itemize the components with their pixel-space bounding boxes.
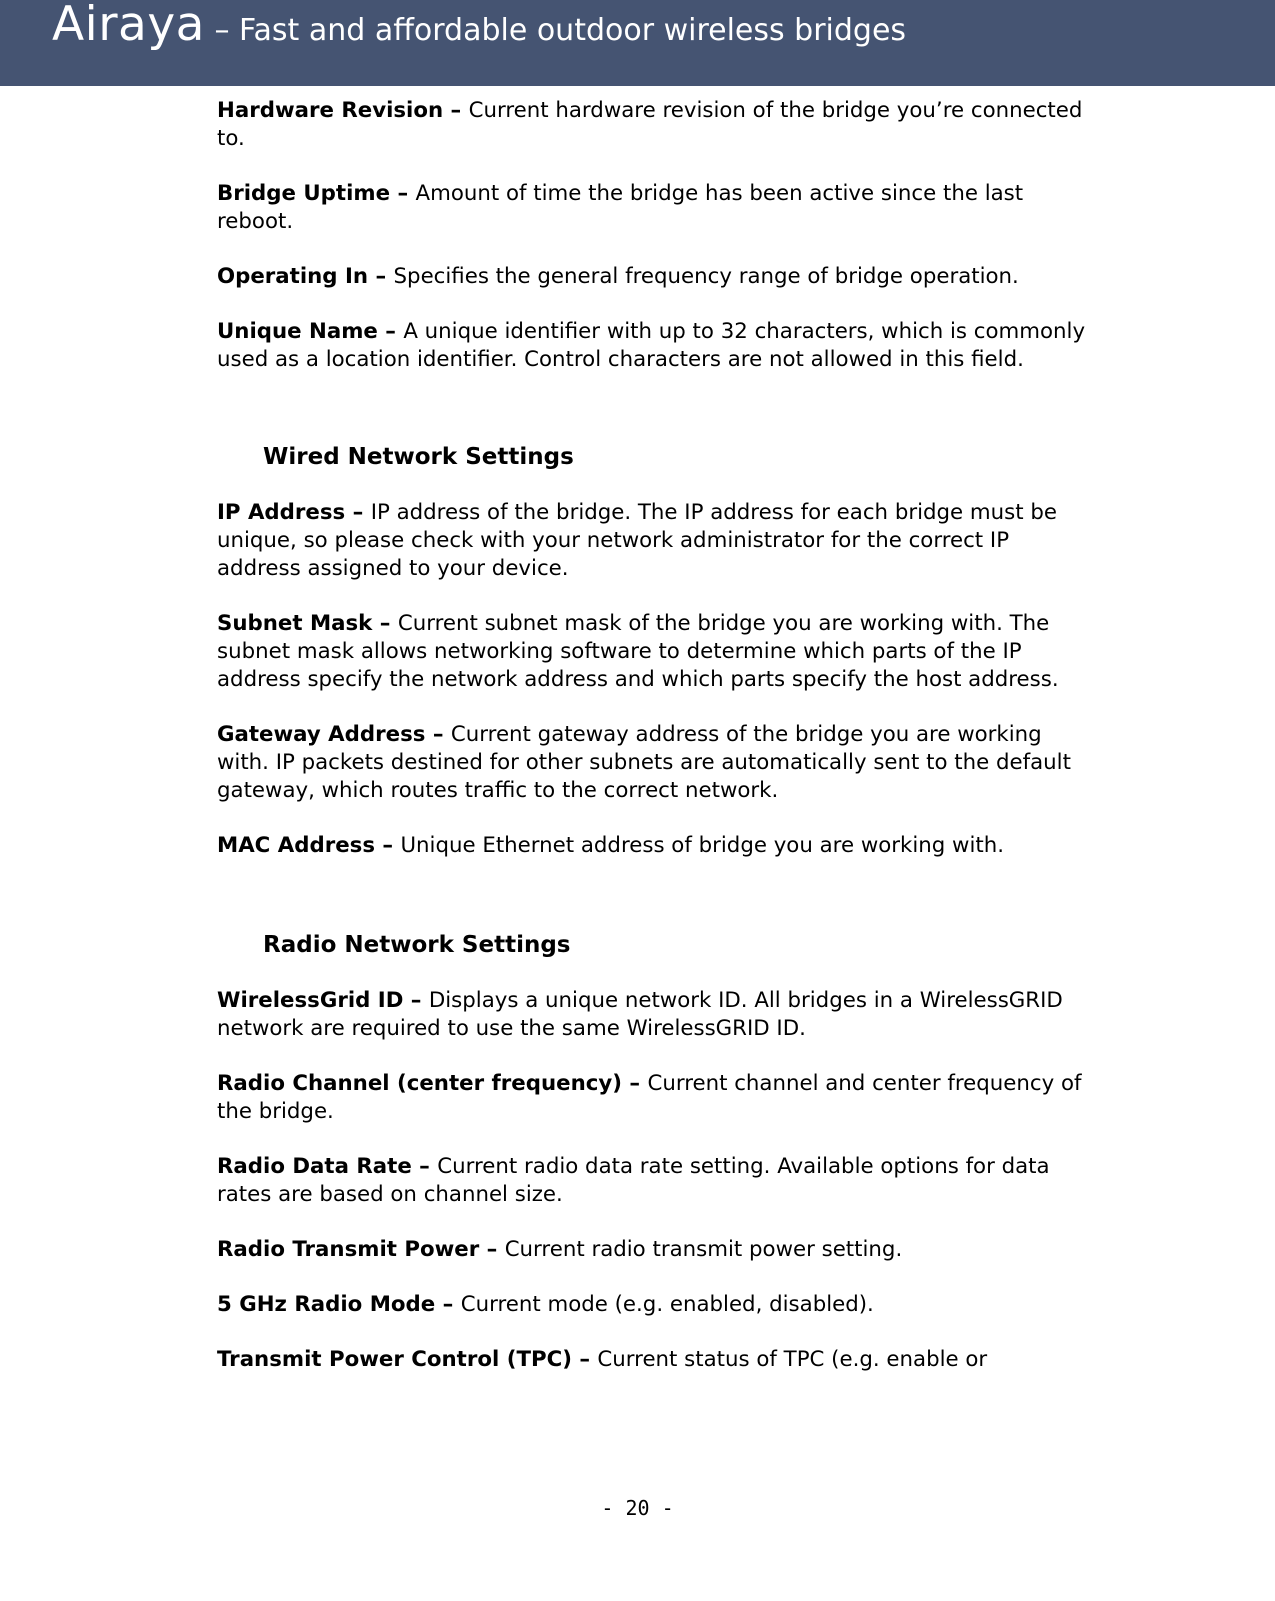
term: MAC Address – (217, 833, 401, 858)
definition-gateway-address (217, 721, 1097, 805)
description: Amount of time the bridge has been active since the last reboot. (217, 181, 1024, 234)
definition-mac-address (217, 832, 1097, 860)
term: WirelessGrid ID – (217, 988, 429, 1013)
header-tagline: – Fast and affordable outdoor wireless bridges (204, 13, 907, 48)
description: IP address of the bridge. The IP address for each bridge must be unique, so please check with your network administrator for the correct IP address assigned to your device. (217, 500, 1057, 581)
term: Hardware Revision – (217, 98, 469, 123)
description: Displays a unique network ID. All bridges in a WirelessGRID network are required to use the same WirelessGRID ID. (217, 988, 1063, 1041)
header-title (52, 0, 906, 50)
description: Current hardware revision of the bridge you’re connected to. (217, 98, 1083, 151)
definition-radio-transmit-power (217, 1236, 1097, 1264)
definition-bridge-uptime (217, 180, 1097, 236)
document-body (217, 97, 1097, 1401)
term: Unique Name – (217, 319, 404, 344)
definition-5ghz-radio-mode (217, 1291, 1097, 1319)
description: A unique identifier with up to 32 characters, which is commonly used as a location identifier. Control characters are not allowed in this field. (217, 319, 1086, 372)
description: Current channel and center frequency of the bridge. (217, 1071, 1082, 1124)
definition-unique-name (217, 318, 1097, 374)
description: Current radio transmit power setting. (504, 1237, 903, 1262)
term: 5 GHz Radio Mode – (217, 1292, 461, 1317)
term: Radio Transmit Power – (217, 1237, 505, 1262)
definition-hardware-revision (217, 97, 1097, 153)
definition-ip-address (217, 499, 1097, 583)
brand-name: Airaya (52, 0, 205, 52)
section-heading-radio: Radio Network Settings (263, 932, 571, 958)
term: Gateway Address – (217, 722, 451, 747)
page-header (0, 0, 1275, 86)
definition-subnet-mask (217, 610, 1097, 694)
definition-transmit-power-control (217, 1346, 1097, 1374)
definition-radio-channel (217, 1070, 1097, 1126)
description: Current subnet mask of the bridge you are working with. The subnet mask allows networking software to determine which parts of the IP address specify the network address and which parts specify the host address. (217, 611, 1059, 692)
term: Radio Channel (center frequency) – (217, 1071, 648, 1096)
page-number: - 20 - (601, 1496, 674, 1520)
definition-operating-in (217, 263, 1097, 291)
term: Operating In – (217, 264, 394, 289)
term: Transmit Power Control (TPC) – (217, 1347, 598, 1372)
definition-wirelessgrid-id (217, 987, 1097, 1043)
description: Current radio data rate setting. Available options for data rates are based on channel size. (217, 1154, 1050, 1207)
definition-radio-data-rate (217, 1153, 1097, 1209)
description: Unique Ethernet address of bridge you are working with. (400, 833, 1005, 858)
section-heading-wired: Wired Network Settings (263, 444, 574, 470)
term: Radio Data Rate – (217, 1154, 438, 1179)
description: Current gateway address of the bridge you are working with. IP packets destined for other subnets are automatically sent to the default gateway, which routes traffic to the correct network. (217, 722, 1071, 803)
description: Current mode (e.g. enabled, disabled). (460, 1292, 874, 1317)
term: Bridge Uptime – (217, 181, 416, 206)
description: Current status of TPC (e.g. enable or (597, 1347, 988, 1372)
term: IP Address – (217, 500, 371, 525)
description: Specifies the general frequency range of bridge operation. (393, 264, 1019, 289)
term: Subnet Mask – (217, 611, 398, 636)
